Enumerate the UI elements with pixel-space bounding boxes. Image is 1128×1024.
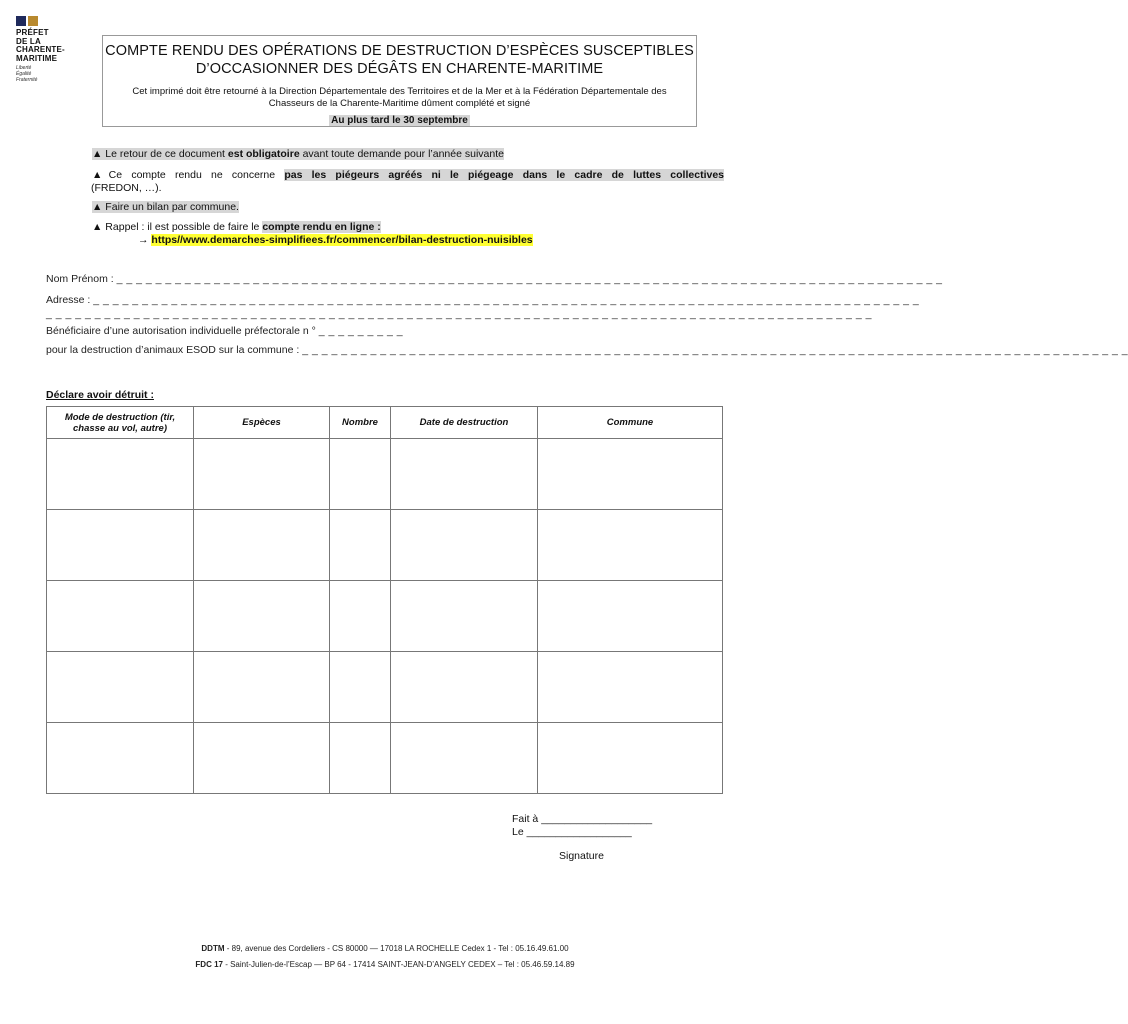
table-row — [47, 652, 723, 723]
table-row — [47, 439, 723, 510]
col-especes: Espèces — [194, 407, 330, 439]
table-cell[interactable] — [391, 510, 538, 581]
table-cell[interactable] — [47, 652, 194, 723]
table-cell[interactable] — [194, 581, 330, 652]
online-form-link[interactable]: https//www.demarches-simplifiees.fr/commencer/bilan-destruction-nuisibles — [151, 234, 533, 246]
table-cell[interactable] — [330, 439, 391, 510]
table-cell[interactable] — [330, 510, 391, 581]
table-cell[interactable] — [47, 439, 194, 510]
table-cell[interactable] — [391, 652, 538, 723]
note-online: ▲ Rappel : il est possible de faire le compte rendu en ligne : → https//www.demarches-simplifiees.fr/commencer/bilan-destruction-nuisibles — [92, 221, 533, 246]
table-cell[interactable] — [330, 652, 391, 723]
declare-heading: Déclare avoir détruit : — [46, 389, 154, 401]
note-mandatory: ▲ Le retour de ce document est obligatoire avant toute demande pour l’année suivante — [92, 148, 504, 160]
table-cell[interactable] — [538, 510, 723, 581]
nom-prenom-field[interactable]: Nom Prénom : _ _ _ _ _ _ _ _ _ _ _ _ _ _ _ _ _ _ _ _ _ _ _ _ _ _ _ _ _ _ _ _ _ _ _ _ _ _ _ _ _ _ _ _ _ _ _ _ _ _ _ _ _ _ _ _ _ _ _ _ _ _ _ _ _ _ _ _ _ _ _ _ _ _ _ _ _ _ _ _ _ _ _ _ _ — [46, 273, 943, 285]
date-field[interactable]: Le __________________ — [512, 826, 632, 838]
table-cell[interactable] — [538, 652, 723, 723]
table-cell[interactable] — [47, 723, 194, 794]
adresse-continuation-line[interactable]: _ _ _ _ _ _ _ _ _ _ _ _ _ _ _ _ _ _ _ _ _ _ _ _ _ _ _ _ _ _ _ _ _ _ _ _ _ _ _ _ _ _ _ _ _ _ _ _ _ _ _ _ _ _ _ _ _ _ _ _ _ _ _ _ _ _ _ _ _ _ _ _ _ _ _ _ _ _ _ _ _ _ _ _ _ — [46, 308, 872, 320]
table-cell[interactable] — [538, 439, 723, 510]
footer-fdc: FDC 17 - Saint-Julien-de-l’Escap — BP 64 - 17414 SAINT-JEAN-D’ANGELY CEDEX – Tel : 05.46.59.14.89 — [195, 960, 575, 969]
prefecture-logo — [16, 16, 86, 83]
signature-label: Signature — [559, 850, 604, 862]
table-cell[interactable] — [330, 581, 391, 652]
table-cell[interactable] — [538, 723, 723, 794]
table-cell[interactable] — [194, 439, 330, 510]
document-subtitle: Cet imprimé doit être retourné à la Direction Départementale des Territoires et de la Mer et à la Fédération Départementale des Chasseurs de la Charente-Maritime dûment complété et signé — [132, 86, 667, 109]
table-cell[interactable] — [194, 510, 330, 581]
table-cell[interactable] — [391, 723, 538, 794]
table-row — [47, 723, 723, 794]
table-cell[interactable] — [391, 581, 538, 652]
autorisation-field[interactable]: Bénéficiaire d’une autorisation individuelle préfectorale n ° _ _ _ _ _ _ _ _ _ — [46, 325, 404, 337]
table-cell[interactable] — [391, 439, 538, 510]
logo-text: PRÉFET DE LA CHARENTE- MARITIME — [16, 28, 65, 63]
logo-motto: Liberté Égalité Fraternité — [16, 65, 38, 83]
title-box — [102, 35, 697, 127]
note-scope: ▲Ce compte rendu ne concerne pas les piégeurs agréés ni le piégeage dans le cadre de luttes collectives (FREDON, …). — [91, 169, 725, 194]
col-nombre: Nombre — [330, 407, 391, 439]
note-per-commune: ▲ Faire un bilan par commune. — [92, 201, 239, 213]
table-cell[interactable] — [538, 581, 723, 652]
table-cell[interactable] — [47, 510, 194, 581]
adresse-field[interactable]: Adresse : _ _ _ _ _ _ _ _ _ _ _ _ _ _ _ _ _ _ _ _ _ _ _ _ _ _ _ _ _ _ _ _ _ _ _ _ _ _ _ _ _ _ _ _ _ _ _ _ _ _ _ _ _ _ _ _ _ _ _ _ _ _ _ _ _ _ _ _ _ _ _ _ _ _ _ _ _ _ _ _ _ _ _ _ _ — [46, 294, 920, 306]
marianne-flag-icon — [16, 16, 86, 26]
destruction-table — [46, 406, 723, 794]
table-header-row — [47, 407, 723, 439]
footer-ddtm: DDTM - 89, avenue des Cordeliers - CS 80000 — 17018 LA ROCHELLE Cedex 1 - Tel : 05.16.49.61.00 — [201, 944, 569, 953]
col-commune: Commune — [538, 407, 723, 439]
document-title: COMPTE RENDU DES OPÉRATIONS DE DESTRUCTION D’ESPÈCES SUSCEPTIBLES D’OCCASIONNER DES DÉGÂTS EN CHARENTE-MARITIME — [105, 43, 694, 77]
table-cell[interactable] — [47, 581, 194, 652]
table-cell[interactable] — [194, 723, 330, 794]
table-cell[interactable] — [330, 723, 391, 794]
col-mode: Mode de destruction (tir, chasse au vol, autre) — [47, 407, 194, 439]
fait-a-field[interactable]: Fait à ___________________ — [512, 813, 653, 825]
table-row — [47, 581, 723, 652]
table-cell[interactable] — [194, 652, 330, 723]
table-row — [47, 510, 723, 581]
signature-place-date — [512, 813, 652, 839]
commune-field[interactable]: pour la destruction d’animaux ESOD sur la commune : _ _ _ _ _ _ _ _ _ _ _ _ _ _ _ _ _ _ _ _ _ _ _ _ _ _ _ _ _ _ _ _ _ _ _ _ _ _ _ _ _ _ _ _ _ _ _ _ _ _ _ _ _ _ _ _ _ _ _ _ _ _ _ _ _ _ _ _ _ _ _ _ _ _ _ _ _ _ _ _ _ _ _ _ _ — [46, 344, 1128, 356]
col-date: Date de destruction — [391, 407, 538, 439]
deadline: Au plus tard le 30 septembre — [331, 115, 468, 126]
